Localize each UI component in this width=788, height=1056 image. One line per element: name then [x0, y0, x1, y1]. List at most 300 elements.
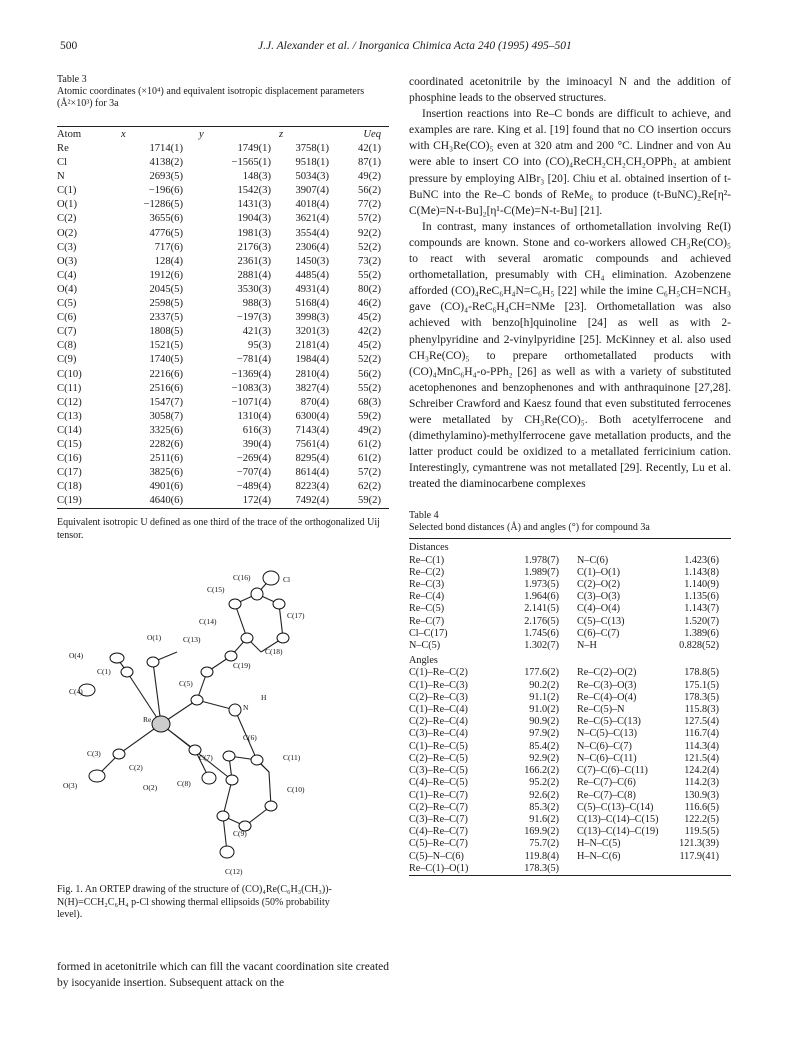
table-cell: 1.135(6) — [684, 591, 719, 603]
table-cell: C(2)–O(2) — [577, 579, 621, 591]
table-cell: 57(2) — [358, 467, 381, 479]
table-cell: 8223(4) — [295, 481, 329, 493]
table-cell: O(4) — [57, 283, 78, 295]
table-cell: 2881(4) — [237, 269, 271, 281]
table-cell: 177.6(2) — [524, 667, 559, 679]
table-row — [409, 555, 731, 567]
label-o4: O(4) — [69, 651, 84, 660]
table-cell: 92.9(2) — [529, 752, 559, 764]
table-row — [57, 269, 389, 283]
table-cell: 870(4) — [300, 396, 329, 408]
label-c15: C(15) — [207, 585, 225, 594]
table-cell: −781(4) — [236, 354, 271, 366]
table-cell: −1071(4) — [231, 396, 271, 408]
table-cell: C(4)–Re–C(7) — [409, 826, 468, 838]
atom-c7 — [226, 775, 238, 785]
table3-footnote: Equivalent isotropic U defined as one third of the trace of the orthogonalized Uij tensor. — [57, 517, 380, 542]
table-cell: 717(6) — [154, 241, 183, 253]
table-cell: C(14) — [57, 424, 82, 436]
table-cell: N–H — [577, 640, 597, 652]
atom-c15 — [229, 599, 241, 609]
label-c10: C(10) — [287, 785, 305, 794]
table-cell: 1981(3) — [237, 227, 271, 239]
table-cell: C(3)–Re–C(4) — [409, 728, 468, 740]
table-cell: C(11) — [57, 382, 82, 394]
ortep-drawing — [57, 560, 389, 878]
table4-block — [409, 510, 731, 875]
table-cell: C(5)–Re–C(7) — [409, 838, 468, 850]
table-cell: 1749(1) — [237, 143, 271, 154]
table-row — [57, 227, 389, 241]
table-cell: 1984(4) — [295, 354, 329, 366]
table3-caption: Atomic coordinates (×10⁴) and equivalent isotropic displacement parameters (Å²×10³) for 3a — [57, 86, 365, 109]
table-cell: Re–C(3) — [409, 579, 445, 591]
table-cell: 2511(6) — [149, 453, 183, 465]
atom-c16 — [251, 588, 263, 600]
table-cell: C(15) — [57, 438, 82, 450]
table-cell: 3758(1) — [295, 143, 329, 154]
table-cell: 49(2) — [358, 171, 381, 183]
table3-col-atom: Atom — [57, 129, 82, 140]
table-row — [409, 741, 731, 753]
table-cell: 56(2) — [358, 185, 381, 197]
label-cl: Cl — [283, 575, 291, 584]
table-cell: 4485(4) — [295, 269, 329, 281]
table-row — [57, 494, 389, 508]
label-c1: C(1) — [97, 667, 111, 676]
table-cell: −197(3) — [236, 312, 271, 324]
table-row — [57, 339, 389, 353]
table-cell: 8614(4) — [295, 467, 329, 479]
table-cell: C(13)–C(14)–C(15) — [577, 813, 659, 825]
table-row — [57, 241, 389, 255]
table-cell: 56(2) — [358, 368, 381, 380]
table-cell: 175.1(5) — [684, 679, 719, 691]
table-cell: O(1) — [57, 199, 78, 211]
table-cell: 85.3(2) — [529, 801, 559, 813]
left-body-text — [57, 959, 389, 991]
table-row — [409, 728, 731, 740]
table-cell: 1.978(7) — [524, 554, 559, 566]
atom-c2 — [113, 749, 125, 759]
table-cell: C(2)–Re–C(7) — [409, 801, 468, 813]
table-cell: 178.8(5) — [684, 667, 719, 679]
table-cell: 52(2) — [358, 241, 381, 253]
table-cell: 42(2) — [358, 326, 381, 338]
label-h: H — [261, 693, 267, 702]
table-row — [57, 142, 389, 156]
table-cell: 55(2) — [358, 269, 381, 281]
table-cell: 2.176(5) — [524, 615, 559, 627]
table4-caption: Selected bond distances (Å) and angles (°) for compound 3a — [409, 522, 650, 534]
table-row — [409, 802, 731, 814]
bond-lines — [97, 578, 283, 852]
table-cell: C(6) — [57, 312, 77, 324]
table-cell: 59(2) — [358, 495, 381, 507]
label-c3: C(3) — [87, 749, 101, 758]
table-row — [57, 382, 389, 396]
table-cell: 5034(3) — [295, 171, 329, 183]
table-cell: 2.141(5) — [524, 603, 559, 615]
table-cell: 1.140(9) — [684, 579, 719, 591]
table4-bottom-rule — [409, 875, 731, 876]
table-cell: 4640(6) — [149, 495, 183, 507]
table-cell: 3621(4) — [295, 213, 329, 225]
table-row — [409, 838, 731, 850]
table-row — [409, 640, 731, 652]
table-cell: 119.5(5) — [684, 826, 719, 838]
table-row — [57, 368, 389, 382]
table-row — [409, 603, 731, 615]
table3-block — [57, 74, 389, 542]
atom-c12 — [220, 846, 234, 858]
table-cell: 2693(5) — [149, 171, 183, 183]
table-cell: 90.2(2) — [529, 679, 559, 691]
table-section-label: Distances — [409, 542, 449, 554]
table-cell: 68(3) — [358, 396, 381, 408]
table-cell: 2176(3) — [237, 241, 271, 253]
table-row — [57, 325, 389, 339]
table-cell: Re–C(5)–N — [577, 704, 625, 716]
table-cell: 55(2) — [358, 382, 381, 394]
table-cell: 91.0(2) — [529, 704, 559, 716]
table-cell: 2516(6) — [149, 382, 183, 394]
table-cell: C(5)–C(13)–C(14) — [577, 801, 654, 813]
table-cell: 3530(3) — [237, 283, 271, 295]
table-row — [57, 353, 389, 367]
table-cell: 52(2) — [358, 354, 381, 366]
table-section-row — [409, 652, 731, 667]
table-cell: 97.9(2) — [529, 728, 559, 740]
table-cell: 2181(4) — [295, 340, 329, 352]
paragraph-2: Insertion reactions into Re–C bonds are difficult to achieve, and examples are rare. King et al. [19] found that no CO insertion occurs with CH₃Re(CO)₅ even at 320 atm and 200 °C. Lindner and von Au were able to insert CO into (CO)₄ReCH₂CH₂CH₂OPPh₂ at ambient pressure by employing AlBr₃ [20]. Chiu et al. obtained insertion of t-BuNC into the Re–C bonds of ReMe₆ to produce (t-BuNC)₂Re[η²-C(Me)=N-t-Bu]₂[η¹-C(Me)=N-t-Bu] [21]. — [409, 108, 731, 217]
table-cell: 5168(4) — [295, 298, 329, 310]
table-row — [409, 680, 731, 692]
table-cell: 85.4(2) — [529, 740, 559, 752]
table-cell: C(2) — [57, 213, 77, 225]
table-cell: C(10) — [57, 368, 82, 380]
table-cell: Re–C(3)–O(3) — [577, 679, 637, 691]
table-cell: 114.3(4) — [684, 740, 719, 752]
label-c12: C(12) — [225, 867, 243, 876]
table-row — [409, 692, 731, 704]
table-cell: C(8) — [57, 340, 77, 352]
table-cell: 90.9(2) — [529, 716, 559, 728]
label-n: N — [243, 703, 249, 712]
table-cell: C(4)–O(4) — [577, 603, 621, 615]
table-cell: −489(4) — [236, 481, 271, 493]
table-cell: Re–C(1) — [409, 554, 445, 566]
table-cell: 121.3(39) — [679, 838, 719, 850]
table-cell: 91.1(2) — [529, 691, 559, 703]
table-cell: −1083(3) — [231, 382, 271, 394]
table-row — [57, 297, 389, 311]
table4 — [409, 539, 731, 874]
table4-label: Table 4 — [409, 510, 439, 522]
table-row — [409, 777, 731, 789]
table-cell: C(5)–N–C(6) — [409, 850, 464, 862]
table-cell: 4901(6) — [149, 481, 183, 493]
table-cell: 124.2(4) — [684, 765, 719, 777]
figure-caption: Fig. 1. An ORTEP drawing of the structure of (CO)₄Re(C₆H₃(CH₃))-N(H)=CCH₂C₆H₄ p-Cl showing thermal ellipsoids (50% probability level). — [57, 884, 332, 921]
table3-header-row — [57, 127, 389, 142]
table-cell: 3325(6) — [149, 424, 183, 436]
atom-o2 — [202, 772, 216, 784]
table-cell: −1369(4) — [231, 368, 271, 380]
table-cell: 3998(3) — [295, 312, 329, 324]
table-cell: 3655(6) — [149, 213, 183, 225]
label-c16: C(16) — [233, 573, 251, 582]
table3-label: Table 3 — [57, 74, 87, 85]
table-cell: O(3) — [57, 255, 78, 267]
label-re: Re — [143, 715, 152, 724]
label-c2: C(2) — [129, 763, 143, 772]
atom-c17 — [273, 599, 285, 609]
atom-c13 — [201, 667, 213, 677]
table-cell: H–N–C(5) — [577, 838, 621, 850]
table-row — [409, 567, 731, 579]
table-cell: 130.9(3) — [684, 789, 719, 801]
atom-n — [229, 704, 241, 716]
label-c14: C(14) — [199, 617, 217, 626]
table-cell: C(17) — [57, 467, 82, 479]
table-cell: C(3)–Re–C(7) — [409, 813, 468, 825]
table-cell: 116.6(5) — [684, 801, 719, 813]
table-row — [57, 170, 389, 184]
table-cell: 3554(4) — [295, 227, 329, 239]
table3-col-y: y — [199, 129, 204, 140]
table-cell: C(2)–Re–C(5) — [409, 752, 468, 764]
label-o3: O(3) — [63, 781, 78, 790]
table-cell: 1.964(6) — [524, 591, 559, 603]
table-cell: C(16) — [57, 453, 82, 465]
table-section-label: Angles — [409, 655, 438, 667]
table-cell: 62(2) — [358, 481, 381, 493]
table-cell: 91.6(2) — [529, 813, 559, 825]
table-cell: C(2)–Re–C(3) — [409, 691, 468, 703]
table-cell: 7143(4) — [295, 424, 329, 436]
table-cell: 122.2(5) — [684, 813, 719, 825]
table-row — [409, 628, 731, 640]
table3-col-x: x — [121, 129, 126, 140]
atom-c10 — [265, 801, 277, 811]
label-c7: C(7) — [199, 753, 213, 762]
table-cell: C(19) — [57, 495, 82, 507]
table-cell: 57(2) — [358, 213, 381, 225]
table-row — [57, 198, 389, 212]
table-cell: 92.6(2) — [529, 789, 559, 801]
table-cell: 3827(4) — [295, 382, 329, 394]
table-cell: 1808(5) — [149, 326, 183, 338]
table-cell: C(1) — [57, 185, 77, 197]
table-cell: C(13) — [57, 410, 82, 422]
table-cell: N–C(6)–C(11) — [577, 752, 637, 764]
table-row — [409, 579, 731, 591]
table-cell: C(1)–Re–C(2) — [409, 667, 468, 679]
table-row — [409, 851, 731, 863]
table-cell: −707(4) — [236, 467, 271, 479]
table-row — [409, 814, 731, 826]
table-cell: −196(6) — [148, 185, 183, 197]
table-cell: 6300(4) — [295, 410, 329, 422]
table-cell — [571, 863, 671, 875]
label-c11: C(11) — [283, 753, 301, 762]
table-cell: 172(4) — [242, 495, 271, 507]
table-cell: C(4) — [57, 269, 77, 281]
table-cell: 9518(1) — [295, 157, 329, 169]
table-cell: Re–C(4)–O(4) — [577, 691, 637, 703]
table-cell: C(5)–C(13) — [577, 615, 625, 627]
table-cell: Re–C(7)–C(6) — [577, 777, 636, 789]
table-row — [57, 184, 389, 198]
atom-c8 — [217, 811, 229, 821]
table-cell: C(12) — [57, 396, 82, 408]
table3-body — [57, 142, 389, 508]
table-cell: 121.5(4) — [684, 752, 719, 764]
table-section-row — [409, 539, 731, 554]
label-c8: C(8) — [177, 779, 191, 788]
table-cell: C(6)–C(7) — [577, 627, 620, 639]
table-row — [57, 452, 389, 466]
table-cell: C(1)–Re–C(3) — [409, 679, 468, 691]
table-cell: N — [57, 171, 65, 183]
right-body-text — [409, 74, 731, 492]
table-cell: O(2) — [57, 227, 78, 239]
right-column — [409, 74, 731, 876]
table-cell: 0.828(52) — [679, 640, 719, 652]
table-row — [57, 480, 389, 494]
paragraph-3: In contrast, many instances of orthometallation involving Re(I) compounds are known. Stone and co-workers allowed CH₃Re(CO)₅ to react with several aromatic compounds and achieved orthometallation, presumably with CH₄ elimination. Azobenzene afforded (CO)₄ReC₆H₄N=C₆H₅ [22] while the imine C₆H₅CH=NCH₃ gave (CO)₄-ReC₆H₄CH=NMe [23]. Orthometallation was also achieved with benzo[h]quinoline [24] as well as with 2-phenylpyridine and 2-vinylpyridine [25]. McKinney et al. also used CH₃Re(CO)₅ to prepare orthometallated products with (CO)₄MnC₆H₄-o-PPh₂ [26] as well as with a variety of substituted acetophenones and benzophenones and with anthraquinone [27,28]. Schreiber Crawford and Kaesz found that even substituted ferrocenes were metallated by CH₃Re(CO)₅. Both acetylferrocene and (dimethylamino)-methylferrocene gave metallation products, and the latter product could be oxidized to a metallated ferricinium cation. Interestingly, cymantrene was not metallated [29]. Recently, Lu et al. treated the diaminocarbene complexes — [409, 220, 731, 491]
atom-c18 — [277, 633, 289, 643]
atom-o1 — [110, 653, 124, 663]
table-row — [57, 255, 389, 269]
table3-bottom-rule — [57, 508, 389, 509]
table-cell: 1.143(7) — [684, 603, 719, 615]
table-cell: C(7)–C(6)–C(11) — [577, 765, 648, 777]
table-cell: Re — [57, 143, 69, 154]
table-cell: 169.9(2) — [524, 826, 559, 838]
table-cell: Cl — [57, 157, 68, 169]
table-cell: 92(2) — [358, 227, 381, 239]
table-cell: C(9) — [57, 354, 77, 366]
label-o2: O(2) — [143, 783, 158, 792]
table-cell: 2598(5) — [149, 298, 183, 310]
table-cell: 1714(1) — [149, 143, 183, 154]
table-cell: 988(3) — [242, 298, 271, 310]
table-cell: 1310(4) — [237, 410, 271, 422]
table-cell: N–C(6)–C(7) — [577, 740, 632, 752]
table-cell: 87(1) — [358, 157, 381, 169]
table-cell: 1.302(7) — [524, 640, 559, 652]
table-cell: N–C(5) — [409, 640, 441, 652]
table-cell: C(1)–Re–C(5) — [409, 740, 468, 752]
atom-ellipsoids — [79, 571, 289, 858]
table3 — [57, 127, 389, 508]
atom-re — [152, 716, 170, 732]
table-cell: 127.5(4) — [684, 716, 719, 728]
table-cell: 42(1) — [358, 143, 381, 154]
table-cell: Re–C(5)–C(13) — [577, 716, 641, 728]
table-row — [409, 667, 731, 679]
table-cell: 2282(6) — [149, 438, 183, 450]
table-cell: 2361(3) — [237, 255, 271, 267]
table-cell: 178.3(5) — [684, 691, 719, 703]
page-number: 500 — [60, 40, 78, 52]
table-row — [409, 616, 731, 628]
table-cell: Re–C(7)–C(8) — [577, 789, 636, 801]
table-cell: C(5) — [57, 298, 77, 310]
table-cell: 45(2) — [358, 340, 381, 352]
label-c5: C(5) — [179, 679, 193, 688]
table-cell: 3907(4) — [295, 185, 329, 197]
table-row — [409, 863, 731, 875]
table-cell: 616(3) — [242, 424, 271, 436]
atom-c11 — [251, 755, 263, 765]
table-cell: 390(4) — [242, 438, 271, 450]
table-cell: H–N–C(6) — [577, 850, 621, 862]
table-cell: −1565(1) — [231, 157, 271, 169]
table3-col-ueq: Ueq — [363, 129, 381, 140]
table-cell: Re–C(7) — [409, 615, 445, 627]
table-cell: 3058(7) — [149, 410, 183, 422]
table-cell: 4931(4) — [295, 283, 329, 295]
table-cell: 1521(5) — [149, 340, 183, 352]
table-cell: 1904(3) — [237, 213, 271, 225]
atom-c4 — [147, 657, 159, 667]
table-cell — [671, 863, 731, 875]
table-row — [57, 396, 389, 410]
label-c19: C(19) — [233, 661, 251, 670]
table-cell: 148(3) — [242, 171, 271, 183]
table-cell: 4776(5) — [149, 227, 183, 239]
table-cell: 95.2(2) — [529, 777, 559, 789]
atom-labels — [63, 573, 305, 876]
table-cell: Re–C(1)–O(1) — [409, 862, 469, 874]
table-row — [57, 283, 389, 297]
table-cell: 2337(5) — [149, 312, 183, 324]
table-cell: C(13)–C(14)–C(19) — [577, 826, 659, 838]
table-cell: C(4)–Re–C(5) — [409, 777, 468, 789]
table-cell: Re–C(4) — [409, 591, 445, 603]
table-cell: 4018(4) — [295, 199, 329, 211]
table-row — [57, 212, 389, 226]
table-cell: 95(3) — [248, 340, 271, 352]
table-cell: Cl–C(17) — [409, 627, 448, 639]
table-cell: 119.8(4) — [524, 850, 559, 862]
atom-cl — [263, 571, 279, 585]
table-row — [57, 466, 389, 480]
running-header — [60, 40, 740, 56]
table-cell: 2306(4) — [295, 241, 329, 253]
table-cell: 1912(6) — [149, 269, 183, 281]
atom-o3 — [89, 770, 105, 782]
table-cell: 4138(2) — [149, 157, 183, 169]
table-cell: 117.9(41) — [679, 850, 719, 862]
table-cell: 3825(6) — [149, 467, 183, 479]
table3-col-z: z — [279, 129, 284, 140]
table-cell: 2216(6) — [149, 368, 183, 380]
atom-c6 — [223, 751, 235, 761]
table-row — [409, 826, 731, 838]
table-cell: Re–C(2) — [409, 566, 445, 578]
table-cell: 1431(3) — [237, 199, 271, 211]
table-row — [409, 790, 731, 802]
table-cell: 128(4) — [154, 255, 183, 267]
table-row — [57, 311, 389, 325]
table-cell: 73(2) — [358, 255, 381, 267]
table-cell: Re–C(2)–O(2) — [577, 667, 637, 679]
table-cell: 61(2) — [358, 453, 381, 465]
